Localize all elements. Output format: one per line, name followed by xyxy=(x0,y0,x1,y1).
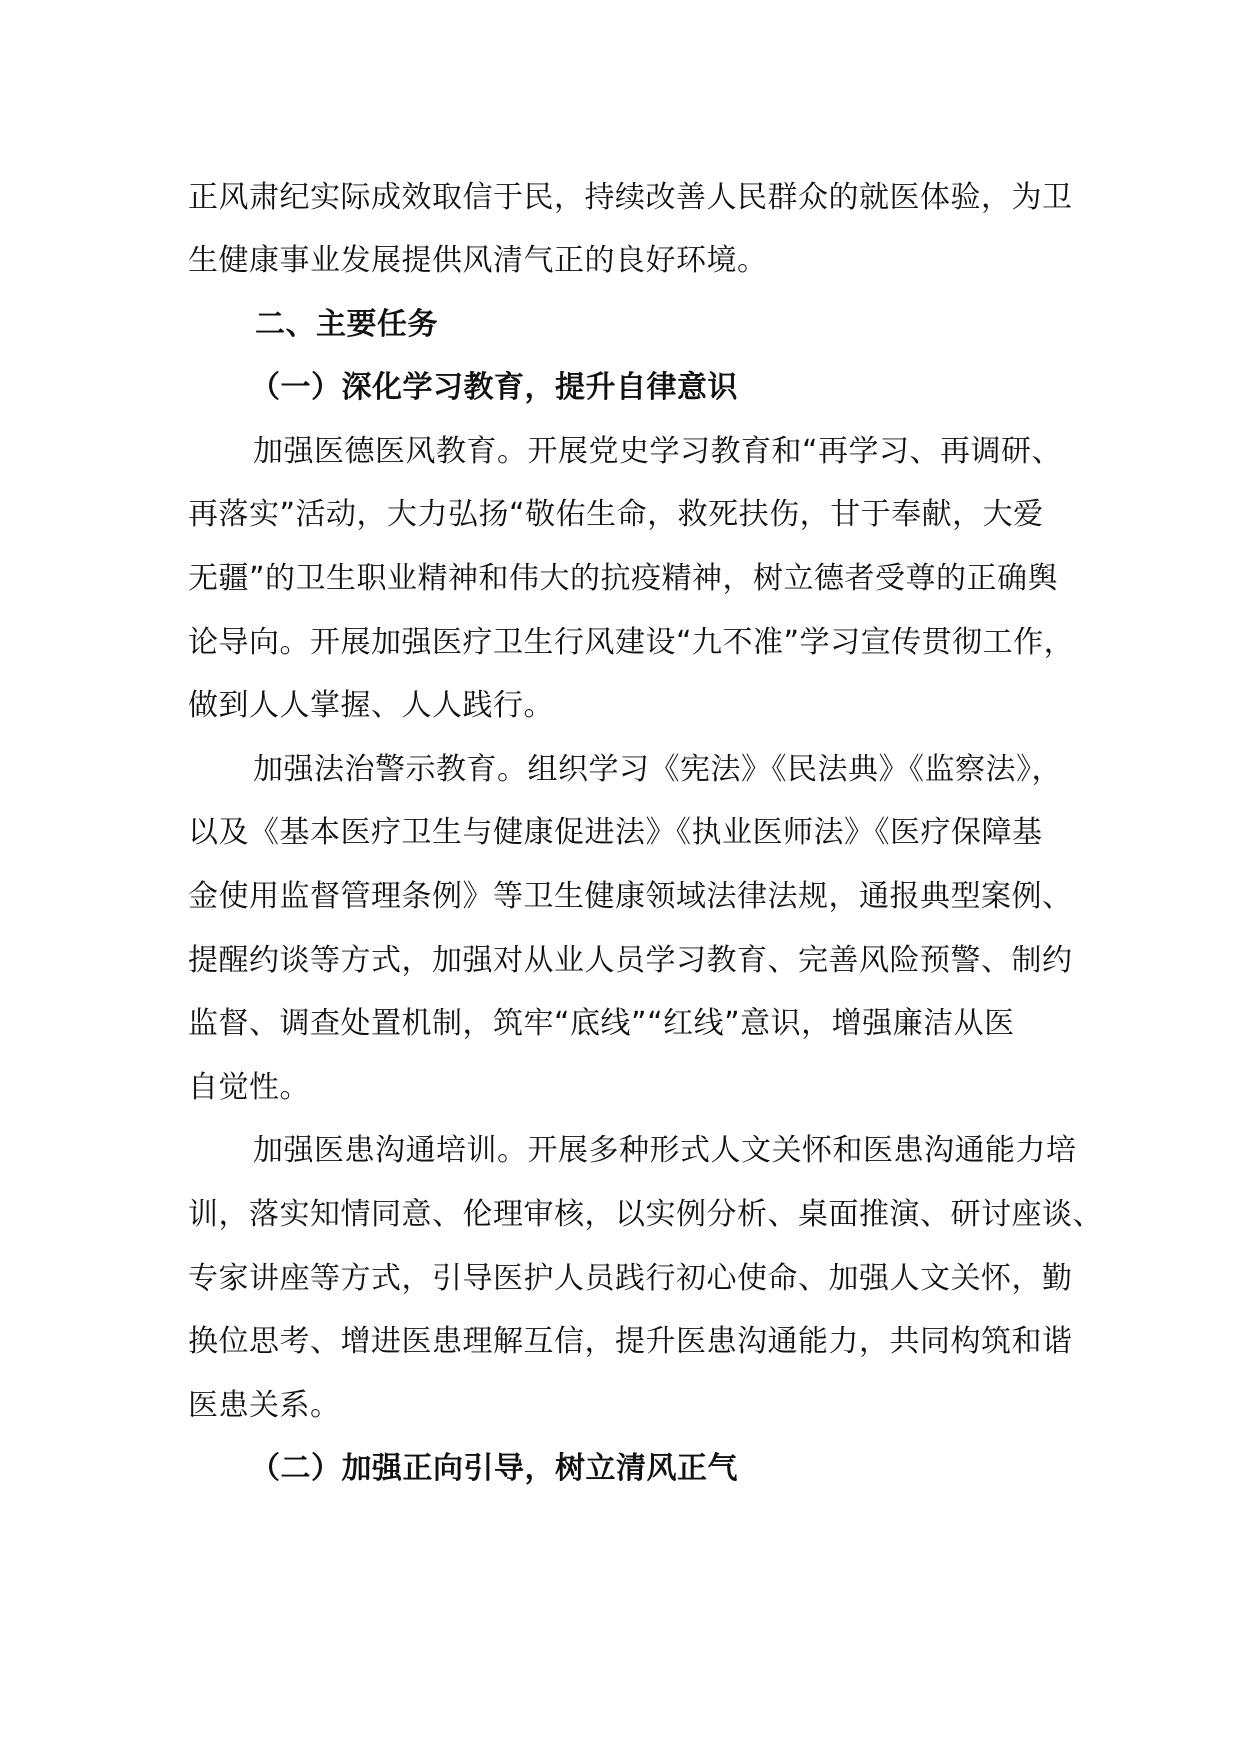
body-line: 正风肃纪实际成效取信于民，持续改善人民群众的就医体验，为卫 xyxy=(188,180,1073,215)
paragraph-first-line: 加强医患沟通培训。开展多种形式人文关怀和医患沟通能力培 xyxy=(253,1133,1077,1168)
body-line: 训，落实知情同意、伦理审核，以实例分析、桌面推演、研讨座谈、 xyxy=(188,1197,1103,1232)
body-line: 监督、调查处置机制，筑牢“底线”“红线”意识，增强廉洁从医 xyxy=(188,1006,1015,1041)
body-line: 自觉性。 xyxy=(188,1070,310,1105)
subsection-heading: （二）加强正向引导，树立清风正气 xyxy=(250,1451,738,1486)
paragraph-first-line: 加强医德医风教育。开展党史学习教育和“再学习、再调研、 xyxy=(253,434,1063,469)
body-line: 再落实”活动，大力弘扬“敬佑生命，救死扶伤，甘于奉献，大爱 xyxy=(188,497,1044,532)
body-line: 换位思考、增进医患理解互信，提升医患沟通能力，共同构筑和谐 xyxy=(188,1324,1073,1359)
body-line: 专家讲座等方式，引导医护人员践行初心使命、加强人文关怀，勤 xyxy=(188,1261,1073,1296)
section-heading: 二、主要任务 xyxy=(255,307,438,342)
body-line: 生健康事业发展提供风清气正的良好环境。 xyxy=(188,243,768,278)
body-line: 提醒约谈等方式，加强对从业人员学习教育、完善风险预警、制约 xyxy=(188,943,1073,978)
body-line: 做到人人掌握、人人践行。 xyxy=(188,688,554,723)
body-line: 金使用监督管理条例》等卫生健康领域法律法规，通报典型案例、 xyxy=(188,879,1073,914)
body-line: 以及《基本医疗卫生与健康促进法》《执业医师法》《医疗保障基 xyxy=(188,815,1043,850)
body-line: 无疆”的卫生职业精神和伟大的抗疫精神，树立德者受尊的正确舆 xyxy=(188,561,1059,596)
body-line: 医患关系。 xyxy=(188,1388,341,1423)
subsection-heading: （一）深化学习教育，提升自律意识 xyxy=(250,370,738,405)
body-line: 论导向。开展加强医疗卫生行风建设“九不准”学习宣传贯彻工作， xyxy=(188,625,1075,660)
paragraph-first-line: 加强法治警示教育。组织学习《宪法》《民法典》《监察法》， xyxy=(253,752,1062,787)
